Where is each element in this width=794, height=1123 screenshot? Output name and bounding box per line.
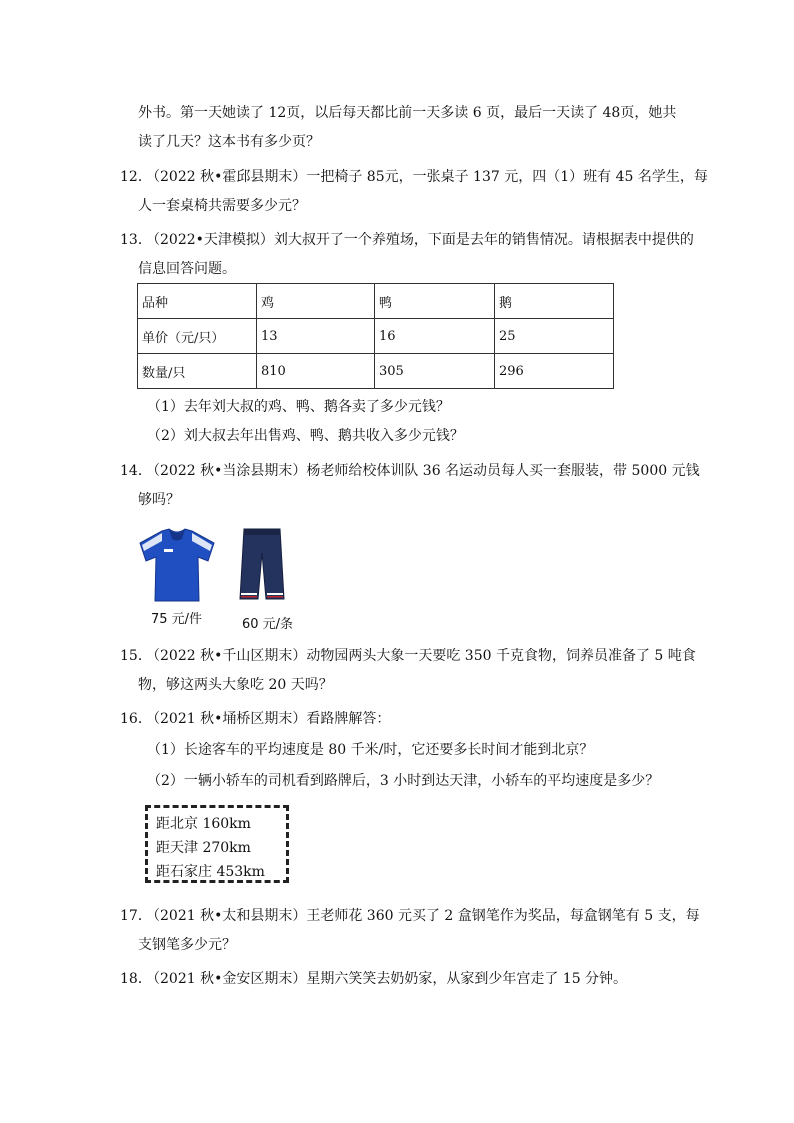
q17-text-line2: 支钢笔多少元？ — [138, 937, 236, 953]
table-header-row — [138, 284, 614, 319]
pants-image — [238, 527, 286, 607]
q13-text-line2: 信息回答问题。 — [138, 261, 236, 277]
q13-subquestion-2: （2）刘大叔去年出售鸡、鸭、鹅共收入多少元钱？ — [147, 428, 464, 444]
sales-table — [137, 283, 614, 389]
q12-text-line1: （2022 秋•霍邱县期末）一把椅子 85元，一张桌子 137 元，四（1）班有 45 名学生，每 — [146, 169, 708, 185]
table-row — [138, 319, 614, 354]
table-cell: 16 — [375, 319, 495, 354]
q16-number: 16． — [120, 711, 152, 727]
pants-price-label: 60 元/条 — [242, 617, 294, 632]
q14-text-line2: 够吗？ — [138, 492, 180, 508]
q11-text-line2: 读了几天？这本书有多少页？ — [138, 134, 320, 150]
q17-number: 17． — [120, 908, 152, 924]
table-cell: 数量/只 — [138, 354, 257, 389]
q15-text-line2: 物，够这两头大象吃 20 天吗？ — [138, 677, 333, 693]
q15-number: 15． — [120, 648, 152, 664]
shirt-price-label: 75 元/件 — [151, 612, 203, 627]
road-sign-line: 距北京 160km — [156, 816, 251, 832]
q11-text-line1: 外书。第一天她读了 12页，以后每天都比前一天多读 6 页，最后一天读了 48页，她共 — [138, 105, 677, 121]
road-sign — [145, 805, 289, 883]
table-cell: 鸭 — [375, 284, 495, 319]
table-cell: 305 — [375, 354, 495, 389]
table-cell: 鹅 — [495, 284, 614, 319]
road-sign-line: 距天津 270km — [156, 840, 251, 856]
q17-text-line1: （2021 秋•太和县期末）王老师花 360 元买了 2 盒钢笔作为奖品，每盒钢笔有 5 支，每 — [146, 908, 700, 924]
q12-text-line2: 人一套桌椅共需要多少元？ — [138, 198, 306, 214]
q12-number: 12． — [120, 169, 152, 185]
q13-text-line1: （2022•天津模拟）刘大叔开了一个养殖场，下面是去年的销售情况。请根据表中提供的 — [146, 232, 694, 248]
q16-subquestion-2: （2）一辆小轿车的司机看到路牌后，3 小时到达天津，小轿车的平均速度是多少？ — [147, 773, 660, 789]
q14-text-line1: （2022 秋•当涂县期末）杨老师给校体训队 36 名运动员每人买一套服装，带 5000 元钱 — [146, 463, 700, 479]
q16-subquestion-1: （1）长途客车的平均速度是 80 千米/时，它还要多长时间才能到北京？ — [147, 742, 594, 758]
table-cell: 鸡 — [257, 284, 375, 319]
table-cell: 296 — [495, 354, 614, 389]
q13-subquestion-1: （1）去年刘大叔的鸡、鸭、鹅各卖了多少元钱？ — [147, 399, 450, 415]
table-cell: 品种 — [138, 284, 257, 319]
q14-number: 14． — [120, 463, 152, 479]
q18-number: 18． — [120, 971, 152, 987]
table-cell: 13 — [257, 319, 375, 354]
shirt-image — [138, 527, 216, 603]
table-cell: 25 — [495, 319, 614, 354]
table-cell: 810 — [257, 354, 375, 389]
table-cell: 单价（元/只） — [138, 319, 257, 354]
q18-text-line1: （2021 秋•金安区期末）星期六笑笑去奶奶家，从家到少年宫走了 15 分钟。 — [146, 971, 628, 987]
table-row — [138, 354, 614, 389]
q16-text-line1: （2021 秋•埇桥区期末）看路牌解答： — [146, 711, 391, 727]
q15-text-line1: （2022 秋•千山区期末）动物园两头大象一天要吃 350 千克食物，饲养员准备了 5 吨食 — [146, 648, 696, 664]
road-sign-line: 距石家庄 453km — [156, 864, 265, 880]
q13-number: 13． — [120, 232, 152, 248]
